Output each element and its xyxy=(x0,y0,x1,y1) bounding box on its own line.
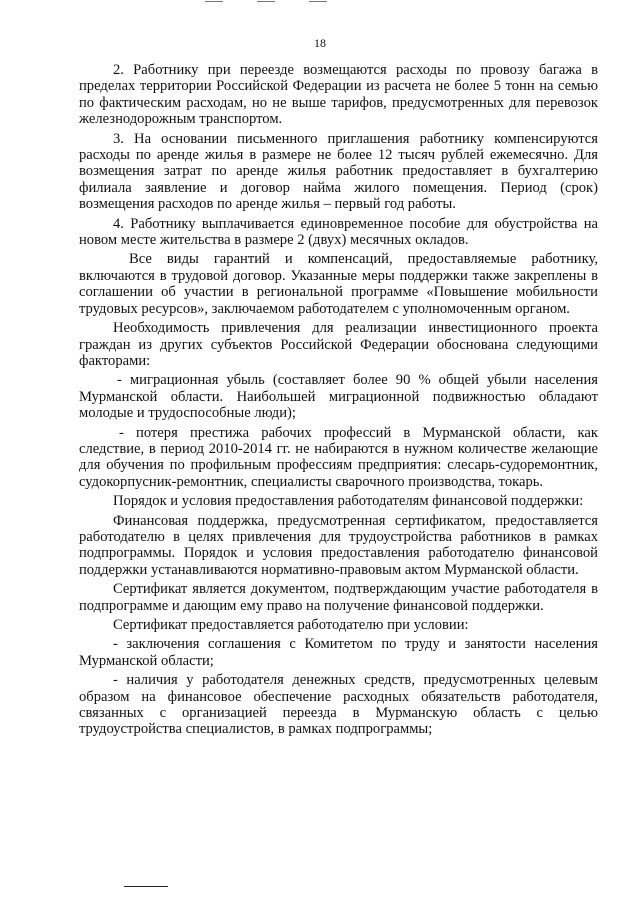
paragraph-certificate-conditions: Сертификат предоставляется работодателю при условии: xyxy=(113,617,469,633)
paragraph-necessity: Необходимость привлечения для реализации инвестиционного проекта граждан из других субъектов Российской Федерации обоснована следующими факторами: xyxy=(79,320,598,369)
paragraph-rent: 3. На основании письменного приглашения работнику компенсируются расходы по аренде жилья в размере не более 12 тысяч рублей ежемесячно. Для возмещения затрат по аренде жилья работник предоставляет в бухгалтерию филиала заявление и договор найма жилого помещения. Период (срок) возмещения расходов по аренде жилья – первый год работы. xyxy=(79,130,598,213)
paragraph-procedure-heading: Порядок и условия предоставления работодателям финансовой поддержки: xyxy=(113,493,584,510)
paragraph-financial-support: Финансовая поддержка, предусмотренная сертификатом, предоставляется работодателю в целях привлечения для трудоустройства работников в рамках подпрограммы. Порядок и условия предоставления работодателю финансовой поддержки устанавливаются нормативно-правовым актом Мурманской области. xyxy=(79,512,598,578)
paragraph-guarantees: Все виды гарантий и компенсаций, предоставляемые работнику, включаются в трудовой договор. Указанные меры поддержки также закреплены в соглашении об участии в региональной программе «Повышение мобильности трудовых ресурсов», заключаемом работодателем с уполномоченным органом. xyxy=(79,251,598,317)
page-number: 18 xyxy=(314,36,326,50)
paragraph-baggage: 2. Работнику при переезде возмещаются расходы по провозу багажа в пределах территории Российской Федерации из расчета не более 5 тонн на семью по фактическим расходам, но не выше тарифов, предусмотренных для перевозок железнодорожным транспортом. xyxy=(79,62,598,128)
paragraph-condition-agreement: - заключения соглашения с Комитетом по труду и занятости населения Мурманской области; xyxy=(79,636,598,669)
paragraph-condition-funds: - наличия у работодателя денежных средств, предусмотренных целевым образом на финансовое обеспечение расходных обязательств работодателя, связанных с организацией переезда в Мурманскую область с целью трудоустройства специалистов, в рамках подпрограммы; xyxy=(79,672,598,738)
paragraph-certificate: Сертификат является документом, подтверждающим участие работодателя в подпрограмме и дающим ему право на получение финансовой поддержки. xyxy=(79,581,598,614)
footer-rule xyxy=(124,886,168,887)
document-body xyxy=(79,62,598,741)
paragraph-allowance: 4. Работнику выплачивается единовременное пособие для обустройства на новом месте жительства в размере 2 (двух) месячных окладов. xyxy=(79,215,598,249)
paragraph-migration: - миграционная убыль (составляет более 90 % общей убыли населения Мурманской области. Наибольшей миграционной подвижностью обладают молодые и трудоспособные люди); xyxy=(79,372,598,422)
paragraph-prestige: - потеря престижа рабочих профессий в Мурманской области, как следствие, в период 2010-2014 гг. не набираются в нужном количестве желающие для обучения по профильным профессиям предприятия: слесарь-судоремонтник, судокорпусник-ремонтник, специалисты сварочного производства, токарь. xyxy=(79,424,598,490)
scan-top-marks xyxy=(205,0,335,6)
